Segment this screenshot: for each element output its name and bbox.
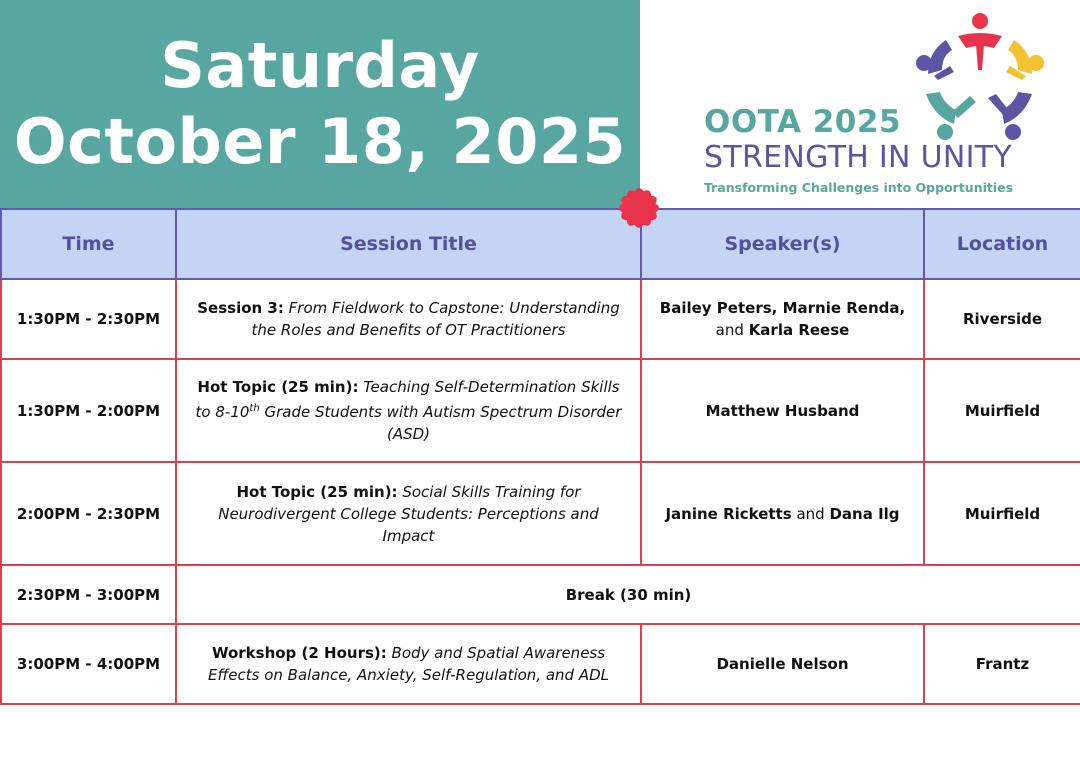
speaker-name: Janine Ricketts xyxy=(665,504,792,523)
logo-tagline: Transforming Challenges into Opportunities xyxy=(704,180,1014,195)
schedule-table xyxy=(0,208,1080,705)
speaker-conjunction: and xyxy=(715,321,744,339)
table-row xyxy=(1,565,1080,624)
day-heading: Saturday xyxy=(160,29,480,102)
col-header-time: Time xyxy=(1,209,176,279)
speaker-cell xyxy=(641,279,924,359)
logo-title: OOTA 2025 xyxy=(704,104,902,140)
table-row xyxy=(1,359,1080,462)
session-title-part: Grade Students with Autism Spectrum Disorder (ASD) xyxy=(264,403,622,443)
session-title: Social Skills Training for Neurodivergent College Students: Perceptions and Impact xyxy=(218,482,599,545)
session-title: From Fieldwork to Capstone: Understanding the Roles and Benefits of OT Practitioners xyxy=(251,299,620,339)
speaker-name: Dana Ilg xyxy=(829,504,900,523)
date-heading: October 18, 2025 xyxy=(13,105,627,178)
flower-icon xyxy=(609,178,669,238)
session-location: Muirfield xyxy=(924,359,1080,462)
col-header-location: Location xyxy=(924,209,1080,279)
date-banner xyxy=(0,0,640,208)
speaker-name: Bailey Peters, Marnie Renda, xyxy=(659,299,906,317)
break-label: Break (30 min) xyxy=(176,565,1080,624)
col-header-speakers: Speaker(s) xyxy=(641,209,924,279)
table-header-row xyxy=(1,209,1080,279)
conference-logo xyxy=(700,4,1060,204)
speaker-name: Matthew Husband xyxy=(641,359,924,462)
session-time: 2:30PM - 3:00PM xyxy=(1,565,176,624)
speaker-cell xyxy=(641,462,924,565)
speaker-conjunction: and xyxy=(796,504,825,523)
session-location: Muirfield xyxy=(924,462,1080,565)
session-type: Session 3: xyxy=(197,299,284,317)
session-location: Frantz xyxy=(924,624,1080,704)
table-row xyxy=(1,624,1080,704)
session-time: 2:00PM - 2:30PM xyxy=(1,462,176,565)
session-title: Body and Spatial Awareness Effects on Balance, Anxiety, Self-Regulation, and ADL xyxy=(207,644,610,684)
table-row xyxy=(1,279,1080,359)
session-time: 3:00PM - 4:00PM xyxy=(1,624,176,704)
speaker-name: Karla Reese xyxy=(748,321,850,339)
session-title-part: Teaching Self-Determination Skills to 8-10 xyxy=(195,378,620,421)
session-type: Workshop (2 Hours): xyxy=(211,644,387,662)
speaker-name: Danielle Nelson xyxy=(641,624,924,704)
session-title-cell xyxy=(176,279,641,359)
session-type: Hot Topic (25 min): xyxy=(197,378,359,396)
logo-subtitle: STRENGTH IN UNITY xyxy=(704,140,1013,175)
session-title-superscript: th xyxy=(249,403,260,414)
table-row xyxy=(1,462,1080,565)
col-header-session-title: Session Title xyxy=(176,209,641,279)
session-type: Hot Topic (25 min): xyxy=(236,482,398,501)
session-title-cell xyxy=(176,462,641,565)
session-time: 1:30PM - 2:30PM xyxy=(1,279,176,359)
session-title-cell xyxy=(176,624,641,704)
session-location: Riverside xyxy=(924,279,1080,359)
unity-people-logo-icon xyxy=(914,8,1046,140)
session-title-cell xyxy=(176,359,641,462)
session-time: 1:30PM - 2:00PM xyxy=(1,359,176,462)
